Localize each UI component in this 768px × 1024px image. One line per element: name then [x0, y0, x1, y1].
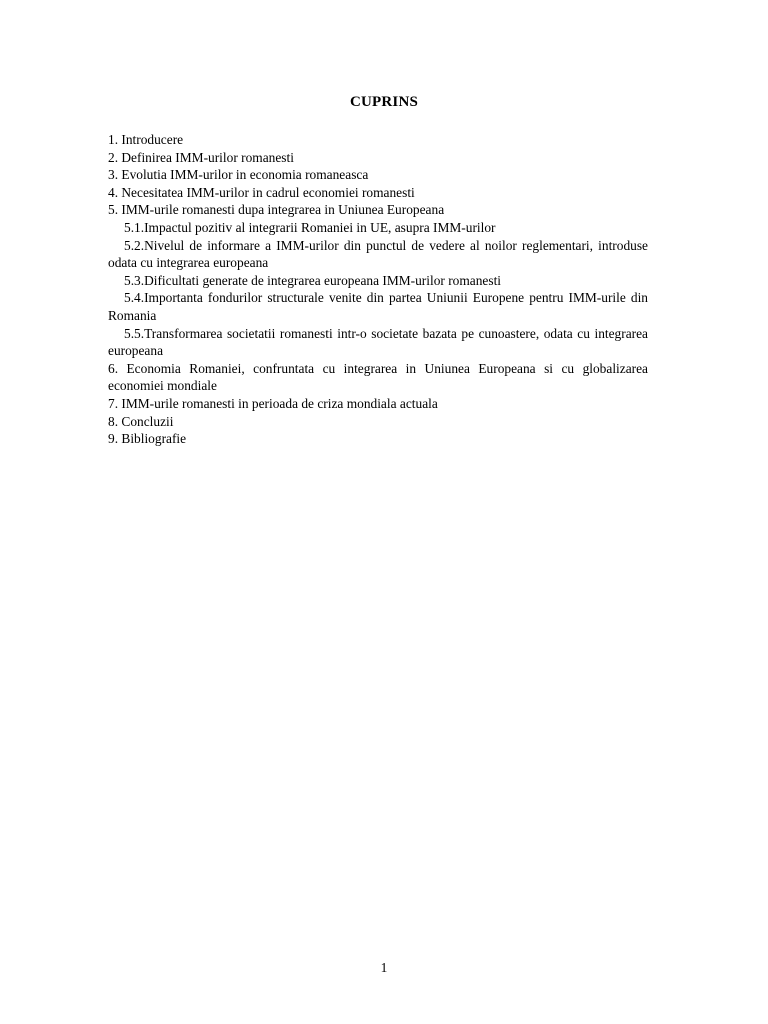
toc-entry-6: 6. Economia Romaniei, confruntata cu integrarea in Uniunea Europeana si cu globalizarea economiei mondiale	[108, 360, 648, 394]
toc-entry-5-4: 5.4.Importanta fondurilor structurale venite din partea Uniunii Europene pentru IMM-urile din Romania	[108, 290, 648, 323]
toc-entry-9: 9. Bibliografie	[108, 431, 187, 447]
toc-entry-5-5: 5.5.Transformarea societatii romanesti intr-o societate bazata pe cunoastere, odata cu integrarea europeana	[108, 325, 648, 359]
toc-entry-8: 8. Concluzii	[108, 413, 174, 429]
toc-entry-5-2: 5.2.Nivelul de informare a IMM-urilor din punctul de vedere al noilor reglementari, introduse odata cu integrarea europeana	[108, 237, 648, 271]
toc-entry-4: 4. Necesitatea IMM-urilor in cadrul economiei romanesti	[108, 184, 415, 200]
page-number: 1	[380, 960, 388, 975]
toc-entry-2: 2. Definirea IMM-urilor romanesti	[108, 149, 294, 165]
toc-entry-3: 3. Evolutia IMM-urilor in economia romaneasca	[108, 167, 369, 183]
toc-entry-1: 1. Introducere	[108, 132, 184, 147]
toc-entry-5-3: 5.3.Dificultati generate de integrarea europeana IMM-urilor romanesti	[124, 272, 502, 288]
table-of-contents	[108, 131, 648, 448]
toc-entry-7: 7. IMM-urile romanesti in perioada de criza mondiala actuala	[108, 395, 438, 411]
toc-entry-5: 5. IMM-urile romanesti dupa integrarea in Uniunea Europeana	[108, 202, 445, 218]
toc-entry-5-1: 5.1.Impactul pozitiv al integrarii Romaniei in UE, asupra IMM-urilor	[124, 219, 496, 235]
page-title: CUPRINS	[349, 94, 419, 110]
